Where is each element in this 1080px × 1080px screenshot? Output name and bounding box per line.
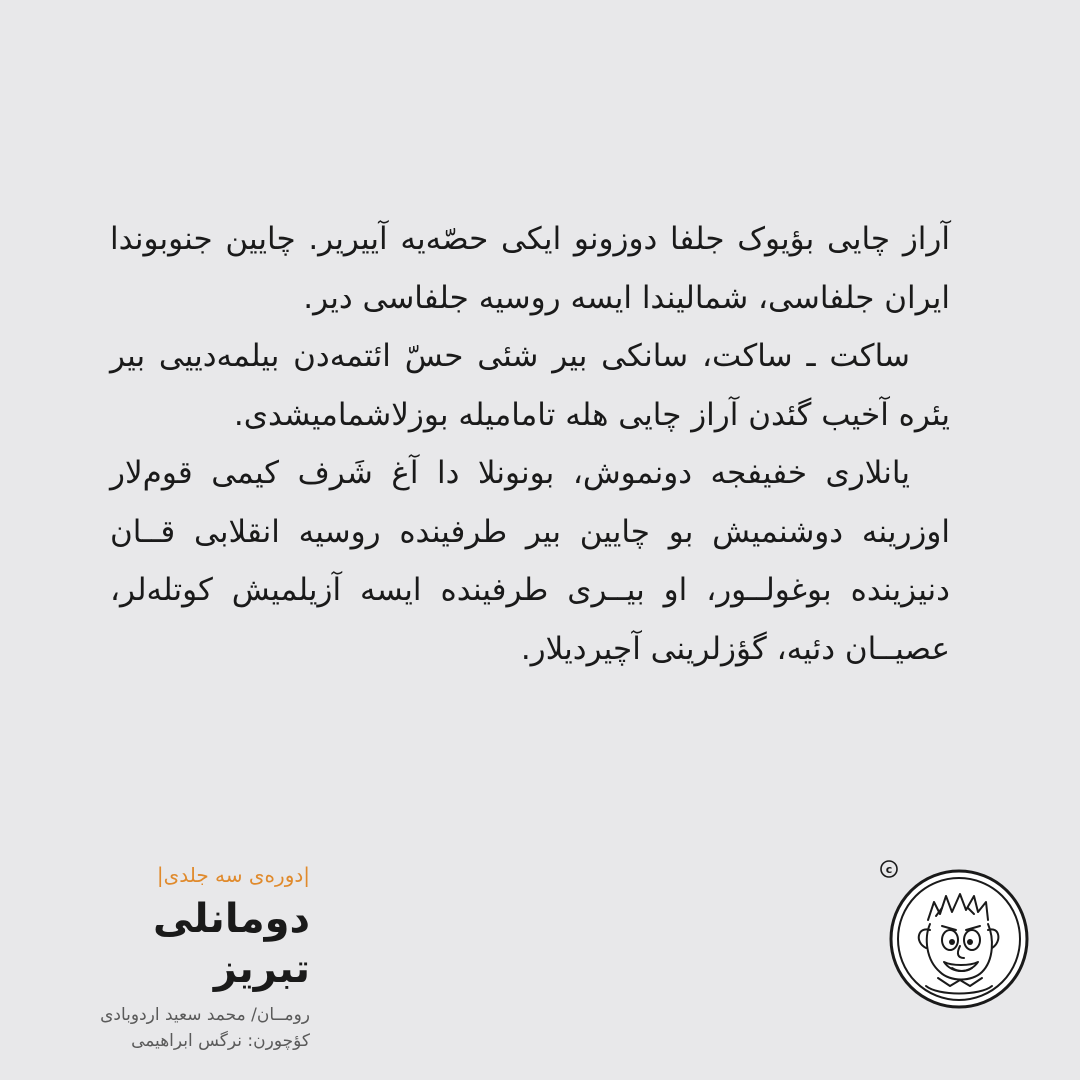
series-label: |دوره‌ی سه جلدی| [156,863,310,887]
quote-paragraph-2: ساکت ـ ساکت، سانکی بیر شئی حسّ ائتمه‌دن بیلمه‌دییی بیر یئره آخیب گئدن آراز چایی هله تامامیله بوزلاشمامیشدی. [110,338,950,433]
author-line: رومــان/ محمد سعید اردوبادی [100,1005,310,1025]
book-title: دومانلی تبریز [153,896,310,992]
svg-text:c: c [885,863,893,876]
quote-paragraph-1: آراز چایی بؤیوک جلفا دوزونو ایکی حصّه‌یه آییریر. چایین جنوبوندا ایران جلفاسی، شمالیندا ایسه روسیه جلفاسی دیر. [110,221,950,316]
translator-line: کؤچورن: نرگس ابراهیمی [131,1031,310,1051]
book-info [50,860,310,1054]
quote-paragraph-3: یانلاری خفیفجه دونموش، بونونلا دا آغ شَرف کیمی قوم‌لار اوزرینه دوشنمیش بو چایین بیر طرفینده روسیه انقلابی قــان دنیزینده بوغولــور، او بیــری طرفینده ایسه آزیلمیش کوتله‌لر، عصیــان دئیه، گؤزلرینی آچیردیلار. [110,455,950,667]
quote-text [110,210,950,678]
cartoon-face-logo-icon [888,868,1030,1010]
